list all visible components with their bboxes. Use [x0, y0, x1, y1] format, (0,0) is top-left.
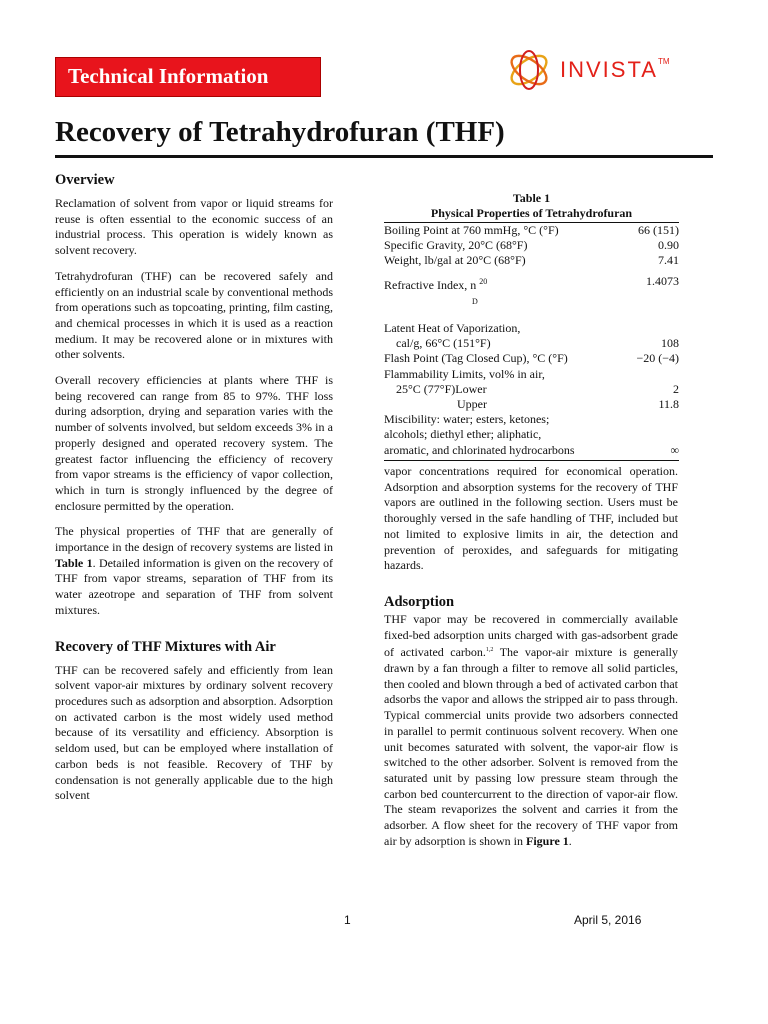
left-column: [55, 172, 333, 804]
adsorption-heading: Adsorption: [384, 593, 455, 610]
table-row: Weight, lb/gal at 20°C (68°F) 7.41: [384, 253, 679, 268]
table-row: Latent Heat of Vaporization,: [384, 321, 521, 336]
logo-trademark: TM: [657, 57, 670, 66]
table-row: aromatic, and chlorinated hydrocarbons ∞: [384, 442, 679, 457]
table-row: Miscibility: water; esters, ketones;: [384, 412, 550, 427]
overview-paragraph-4: The physical properties of THF that are generally of importance in the design of recovery systems are listed in Table 1. Detailed information is given on the recovery of THF from vapor streams, separation of THF from its water azeotrope and separation of THF from solvent mixtures.: [55, 524, 333, 617]
invista-logo: [505, 46, 675, 94]
table-label: Table 1: [512, 191, 551, 205]
table-row: 25°C (77°F)Lower 2: [396, 381, 679, 396]
banner-label: Technical Information: [68, 64, 269, 88]
overview-paragraph-3: Overall recovery efficiencies at plants where THF is being recovered can range from 85 to 97%. THF loss during adsorption, drying and separation varies with the number of solvents involved, but seldom exceeds 3% in a properly designed and operated recovery system. The greatest factor influencing the efficiency of recovery from vapor streams is the efficiency of vapor collection, which in turn is strongly influenced by the degree of enclosure permitted by the operation.: [55, 373, 333, 513]
table-row: Upper 11.8: [457, 397, 679, 412]
table-row: Flash Point (Tag Closed Cup), °C (°F) −20 (−4): [384, 351, 679, 366]
right-column: [384, 464, 678, 849]
title-rule: [55, 155, 713, 158]
overview-paragraph-2: Tetrahydrofuran (THF) can be recovered safely and efficiently on an industrial scale by conventional methods from operations such as topcoating, printing, film casting, and chemical processes in which it is used as a reaction medium. It may be recovered alone or in mixtures with other solvents.: [55, 268, 333, 362]
table-1: [384, 191, 679, 461]
table-row: Boiling Point at 760 mmHg, °C (°F) 66 (151): [384, 223, 679, 237]
table-row: Flammability Limits, vol% in air,: [384, 366, 545, 381]
overview-heading: Overview: [55, 172, 115, 188]
invista-emblem-icon: [505, 46, 553, 94]
air-section-paragraph-1: THF can be recovered safely and efficiently from lean solvent vapor-air mixtures by ordinary solvent recovery procedures such as adsorption and absorption. Adsorption on activated carbon is the most widely used method because of its versatility and efficiency. Absorption is seldom used, but can be employed where installation of carbon beds is not feasible. Recovery of THF by condensation is not generally applicable due to the high solvent: [55, 662, 333, 803]
citation-reference: 1,2: [485, 647, 494, 654]
table-caption: Physical Properties of Tetrahydrofuran: [430, 205, 633, 220]
page-number: 1: [344, 913, 351, 927]
table-1-reference: Table 1: [55, 555, 93, 570]
air-section-paragraph-2: vapor concentrations required for economical operation. Adsorption and absorption systems for the recovery of THF vapors are outlined in the following section. Users must be thoroughly versed in the safe handling of THF, included but not limited to explosive limits in air, the detection and prevention of peroxides, and safeguards for mitigating hazards.: [384, 464, 678, 573]
table-row: Specific Gravity, 20°C (68°F) 0.90: [384, 238, 679, 253]
table-bottom-rule: [384, 460, 679, 461]
technical-information-banner: [55, 57, 321, 97]
air-section-heading: Recovery of THF Mixtures with Air: [55, 638, 276, 655]
table-row: Refractive Index, n $^{20}$ D 1.4073: [384, 273, 679, 306]
overview-paragraph-1: Reclamation of solvent from vapor or liquid streams for reuse is often essential to the economic success of an industrial process. This operation is widely known as solvent recovery.: [55, 196, 333, 258]
logo-wordmark: INVISTA: [560, 57, 658, 82]
page-title: Recovery of Tetrahydrofuran (THF): [55, 116, 505, 148]
footer-date: April 5, 2016: [574, 913, 642, 927]
figure-1-reference: Figure 1: [526, 833, 569, 848]
table-row: alcohols; diethyl ether; aliphatic,: [384, 427, 542, 442]
adsorption-paragraph: THF vapor may be recovered in commercially available fixed-bed adsorption units charged with gas-adsorbent grade of activated carbon.$^{1,2}$ The vapor-air mixture is generally drawn by a fan through a filter to remove all solid particles, then cooled and blown through a bed of activated carbon that adsorbs the vapor and allows the stripped air to pass through. Typical commercial units provide two adsorbers connected in parallel to permit continuous solvent recovery. When one unit becomes saturated with solvent, the vapor-air flow is switched to the other adsorber. Solvent is removed from the saturated unit by passing low pressure steam through the carbon bed countercurrent to the direction of vapor-air flow. The steam revaporizes the solvent and carries it from the adsorber. A flow sheet for the recovery of THF vapor from air by adsorption is shown in Figure 1.: [384, 611, 678, 848]
table-row: cal/g, 66°C (151°F) 108: [396, 336, 679, 351]
